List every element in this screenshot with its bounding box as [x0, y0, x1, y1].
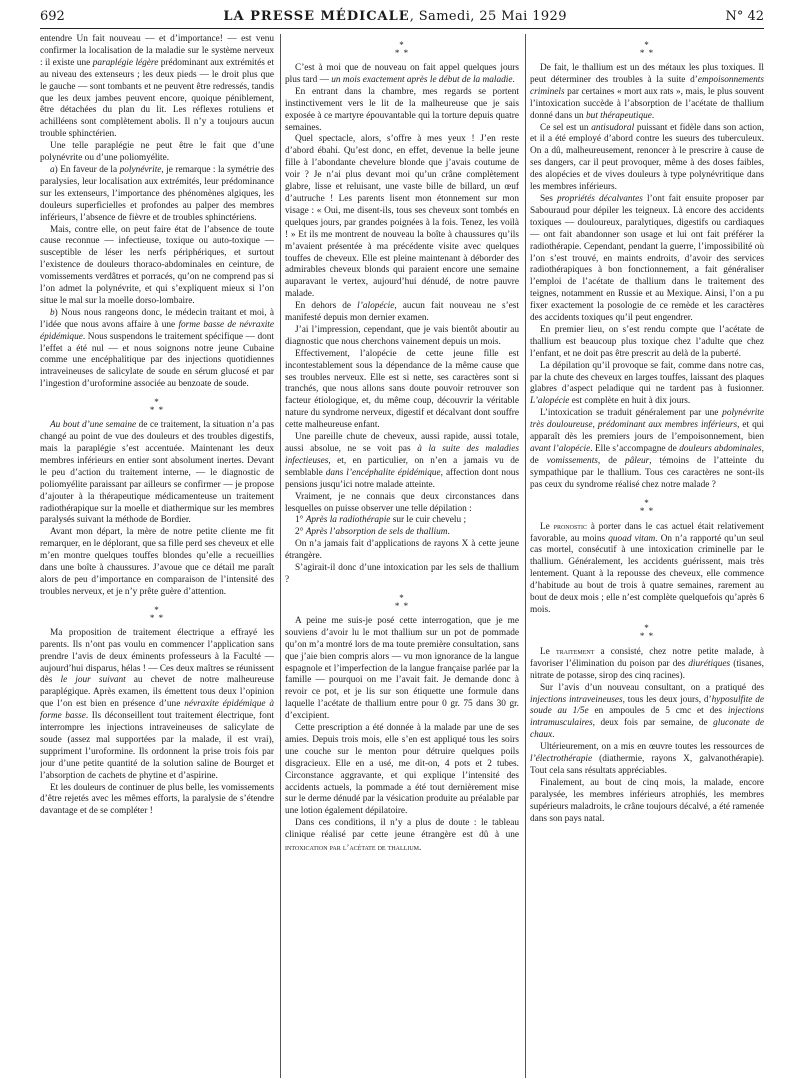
paragraph: Le traitement a consisté, chez notre petite malade, à favoriser l’élimination du poison par des diurétiques (tisanes, nitrate de potasse, sirop des cinq racines).: [530, 646, 764, 681]
paragraph: entendre Un fait nouveau — et d’importance! — est venu confirmer la localisation de la maladie sur le système nerveux : il existe une paraplégie légère prédominant aux extrémités et au niveau des extenseurs ; les deux pieds — le droit plus que le gauche — sont tombants et ne peuvent être redressés, tandis que les deux jambes peuvent encore, quoique péniblement, être détachées du plan du lit. Les réflexes rotuliens et achilléens sont complètement abolis. Il n’y a toujours aucun trouble sphinctérien.: [40, 34, 274, 140]
section-separator: * * *: [639, 497, 655, 516]
paragraph: C’est à moi que de nouveau on fait appel quelques jours plus tard — un mois exactement après le début de la maladie.: [285, 63, 519, 85]
article-body: [40, 34, 764, 1078]
paragraph: Ma proposition de traitement électrique a effrayé les parents. Ils n’ont pas voulu en commencer l’application sans prendre l’avis de deux éminents professeurs à la Faculté — aujourd’hui disparus, hélas ! — Ces deux maîtres se réunissent dès le jour suivant au chevet de notre malheureuse paraplégique. Après examen, ils émettent tous deux l’opinion que l’on est bien en présence d’une névraxite épidémique à forme basse. Ils déconseillent tout traitement électrique, font interrompre les injections intraveineuses de salicylate de soude (assez mal supportées par la malade, il est vrai), suppriment l’uroformine. Ils ordonnent la prise trois fois par jour d’une petite quantité de la solution saline de Bourget et l’absorption de cachets de phytine et d’aspirine.: [40, 627, 274, 781]
paragraph: En entrant dans la chambre, mes regards se portent instinctivement vers le lit de la malheureuse que je sais exposée à ce martyre épouvantable qui la torture depuis quatre semaines.: [285, 86, 519, 133]
paragraph: Quel spectacle, alors, s’offre à mes yeux ! J’en reste d’abord ébahi. Qu’est donc, en effet, devenue la belle jeune fille à l’abondante chevelure blonde que j’avais coutume de voir ? Je n’ai plus devant moi qu’un crâne complètement glabre, lisse et reluisant, une vaste bille de billard, un œuf d’autruche ! Les parents lisent mon étonnement sur mon visage : « Oui, me disent-ils, tous ses cheveux sont tombés en quelques jours, par grandes poignées à la fois. Tenez, les voilà ! » Et ils me montrent de nouveau la boîte à chaussures qu’ils m’avaient présentée à ma précédente visite avec quelques touffes de cheveux. Elle est pleine maintenant à déborder des admirables cheveux blonds qui paraient encore une semaine auparavant le vertex, aujourd’hui dénudé, de notre pauvre malade.: [285, 134, 519, 300]
paragraph: Ce sel est un antisudoral puissant et fidèle dans son action, et il a été employé d’abord contre les sueurs des tuberculeux. On a dû, malheureusement, renoncer à le prescrire à cause de ses dangers, car il peut provoquer, même à des doses faibles, des alopécies et de vives douleurs à type polynévritique dans les membres inférieurs.: [530, 122, 764, 193]
paragraph: Une telle paraplégie ne peut être le fait que d’une polynévrite ou d’une poliomyélite.: [40, 141, 274, 164]
issue-number: N° 42: [725, 8, 764, 24]
paragraph: Cette prescription a été donnée à la malade par une de ses amies. Depuis trois mois, elle s’en est appliqué tous les soirs une couche sur le menton pour détruire quelques poils disgracieux. Elle en a usé, me dit-on, 4 pots et 2 tubes. Circonstance aggravante, et qui explique l’intensité des accidents actuels, la pommade a été tout dernièrement mise sur le derme dénudé par la vésication produite au préalable par une lotion également dépilatoire.: [285, 723, 519, 817]
section-separator: * * *: [639, 622, 655, 641]
column-rule: [525, 34, 526, 1078]
paragraph: Avant mon départ, la mère de notre petite cliente me fit remarquer, en le déplorant, que sa fille perd ses cheveux et elle m’en montre quelques touffes blondes qu’elle a recueillies dans une boîte à chaussures. J’avoue que ce détail me paraît alors de peu d’importance en comparaison de l’intensité des troubles nerveux, et je n’y prête guère d’attention.: [40, 527, 274, 597]
journal-title: LA PRESSE MÉDICALE: [223, 8, 410, 24]
paragraph: Ultérieurement, on a mis en œuvre toutes les ressources de l’électrothérapie (diathermie, rayons X, galvanothérapie). Tout cela sans résultats appréciables.: [530, 742, 764, 776]
section-separator: * * *: [394, 40, 410, 58]
issue-date: , Samedi, 25 Mai 1929: [409, 8, 567, 24]
paragraph: Vraiment, je ne connais que deux circonstances dans lesquelles on puisse observer une telle dépilation :: [285, 491, 519, 514]
paragraph: En premier lieu, on s’est rendu compte que l’acétate de thallium est beaucoup plus toxique chez l’adulte que chez l’enfant, et ne doit pas être prescrit au delà de la puberté.: [530, 324, 764, 359]
section-separator: * * *: [149, 604, 165, 623]
section-separator: * * *: [394, 592, 410, 611]
paragraph: 1° Après la radiothérapie sur le cuir chevelu ;: [295, 515, 467, 526]
paragraph: 2° Après l’absorption de sels de thallium.: [295, 527, 450, 538]
paragraph: Au bout d’une semaine de ce traitement, la situation n’a pas changé au point de vue des douleurs et des troubles digestifs, mais la paraplégie s’est accentuée. Maintenant les deux membres inférieurs en entier sont absolument inertes. Devant le peu d’action du traitement interne, — le diagnostic de poliomyélite paraissant par ailleurs se confirmer — je propose d’ajouter à la thérapeutique médicamenteuse un traitement radiothérapique sur la moelle et diathermique sur les membres paralysés suivant la méthode de Bordier.: [40, 420, 274, 526]
paragraph: De fait, le thallium est un des métaux les plus toxiques. Il peut déterminer des troubles à la suite d’empoisonnements criminels par certaines « mort aux rats », mais, le plus souvent l’intoxication succède à l’absorption de l’acétate de thallium donné dans un but thérapeutique.: [530, 63, 764, 121]
paragraph: b) Nous nous rangeons donc, le médecin traitant et moi, à l’idée que nous avons affaire à une forme basse de névraxite épidémique. Nous suspendons le traitement spécifique — dont l’effet a été nul — et nous soignons notre jeune Cubaine comme une encéphalitique par des injections quotidiennes intraveineuses de salicylate de soude en sérum glucosé et par l’ingestion d’uroformine associée au benzoate de soude.: [40, 307, 274, 390]
column-1: [40, 34, 274, 1078]
page-number: 692: [40, 8, 65, 24]
paragraph: En dehors de l’alopécie, aucun fait nouveau ne s’est manifesté depuis mon dernier examen.: [285, 301, 519, 324]
paragraph: Dans ces conditions, il n’y a plus de doute : le tableau clinique réalisé par cette jeune étrangère est dû à une intoxication par l’acétate de thallium.: [285, 818, 519, 854]
section-separator: * * *: [639, 40, 655, 58]
paragraph: Mais, contre elle, on peut faire état de l’absence de toute cause reconnue — infectieuse, toxique ou auto-toxique — susceptible de léser les nerfs périphériques, et surtout l’existence de douleurs thoraco-abdominales en ceinture, de vomissements verdâtres et porracés, qu’on ne comprend pas si l’on admet la polynévrite, et qui s’expliquent mieux si l’on situe le mal sur la moelle dorso-lombaire.: [40, 224, 274, 306]
paragraph: L’intoxication se traduit généralement par une polynévrite très douloureuse, prédominant aux membres inférieurs, et qui apparaît dès les premiers jours de l’empoisonnement, bien avant l’alopécie. Elle s’accompagne de douleurs abdominales, de vomissements, de pâleur, témoins de l’atteinte du sympathique par le thallium. Tous ces caractères ne sont-ils pas ceux du syndrome réalisé chez notre malade ?: [530, 408, 764, 490]
paragraph: Finalement, au bout de cinq mois, la malade, encore paralysée, les membres inférieurs atrophiés, les membres supérieurs maladroits, le crâne toujours décalvé, a été ramenée dans son pays natal.: [530, 777, 764, 824]
section-separator: * * *: [149, 397, 165, 416]
paragraph: Ses propriétés décalvantes l’ont fait ensuite proposer par Sabouraud pour dépiler les teigneux. Là encore des accidents toxiques — douloureux, paralytiques, digestifs ou cardiaques — ont fait abandonner son usage et lui ont fait préférer la radiothérapie. Cependant, pendant la guerre, l’impossibilité où l’on s’est trouvé, en maints endroits, d’avoir des services radiothérapiques à bon fonctionnement, a fait généraliser l’emploi de l’acétate de thallium dans le traitement des teignes, notamment en Russie et au Mexique. Ainsi, l’on a pu fixer exactement la posologie de ce remède et les caractères des accidents toxiques qu’il peut engendrer.: [530, 193, 764, 324]
column-2: [285, 34, 519, 1078]
paragraph: Et les douleurs de continuer de plus belle, les vomissements d’être rejetés avec les mêmes efforts, la paralysie de s’étendre davantage et de se compléter !: [40, 782, 274, 817]
column-rule: [280, 34, 281, 1078]
paragraph: Sur l’avis d’un nouveau consultant, on a pratiqué des injections intraveineuses, tous les deux jours, d’hyposulfite de soude au 1/5e en ampoules de 5 cmc et des injections intramusculaires, deux fois par semaine, de gluconate de chaux.: [530, 682, 764, 741]
paragraph: Une pareille chute de cheveux, aussi rapide, aussi totale, aussi absolue, ne se voit pas à la suite des maladies infectieuses, et, en particulier, on n’en a jamais vu de semblable dans l’encéphalite épidémique, affection dont nous pensions jusqu’ici notre malade atteinte.: [285, 432, 519, 490]
paragraph: La dépilation qu’il provoque se fait, comme dans notre cas, par la chute des cheveux en larges touffes, laissant des plaques glabres d’aspect peladique qui ne tardent pas à fusionner. L’alopécie est complète en huit à dix jours.: [530, 360, 764, 407]
column-3: [530, 34, 764, 1078]
paragraph: On n’a jamais fait d’applications de rayons X à cette jeune étrangère.: [285, 539, 519, 562]
running-header: [40, 4, 764, 29]
paragraph: S’agirait-il donc d’une intoxication par les sels de thallium ?: [285, 563, 519, 585]
paragraph: J’ai l’impression, cependant, que je vais bientôt aboutir au diagnostic que nous cherchons vainement depuis un mois.: [285, 324, 519, 347]
paragraph: Effectivement, l’alopécie de cette jeune fille est incontestablement sous la dépendance de la même cause que ses troubles nerveux. Elle est si nette, ses caractères sont si tranchés, que nous allons sans doute pouvoir retrouver son facteur étiologique, et, du même coup, découvrir la véritable nature du syndrome nerveux, digestif et décalvant dont souffre cette malheureuse enfant.: [285, 348, 519, 431]
paragraph: a) En faveur de la polynévrite, je remarque : la symétrie des paralysies, leur localisation aux extrémités, leur prédominance sur les extenseurs, l’importance des phénomènes algiques, les douleurs superficielles et profondes au palper des membres inférieurs, l’absence de fièvre et de troubles sphinctériens.: [40, 164, 274, 223]
journal-header: [223, 9, 567, 24]
paragraph: Le pronostic à porter dans le cas actuel était relativement favorable, au moins quoad vitam. On n’a rapporté qu’un seul cas mortel, consécutif à une intoxication criminelle par le thallium. Généralement, les accidents guérissent, mais très lentement. Quant à la repousse des cheveux, elle commence d’habitude au bout de trois à quatre semaines, rarement au bout de deux mois ; elle n’est complète quelquefois qu’après 6 mois.: [530, 521, 764, 615]
paragraph: A peine me suis-je posé cette interrogation, que je me souviens d’avoir lu le mot thallium sur un pot de pommade qu’on m’a montré lors de ma toute première consultation, sans que j’aie bien compris alors — vu mon ignorance de la langue espagnole et l’imperfection de la langue française parlée par la famille — pourquoi on me l’avait fait. Je demande donc à revoir ce pot, et je lis sur son étiquette une formule dans laquelle l’acétate de thallium entre pour 0 gr. 75 dans 30 gr. d’excipient.: [285, 615, 519, 722]
